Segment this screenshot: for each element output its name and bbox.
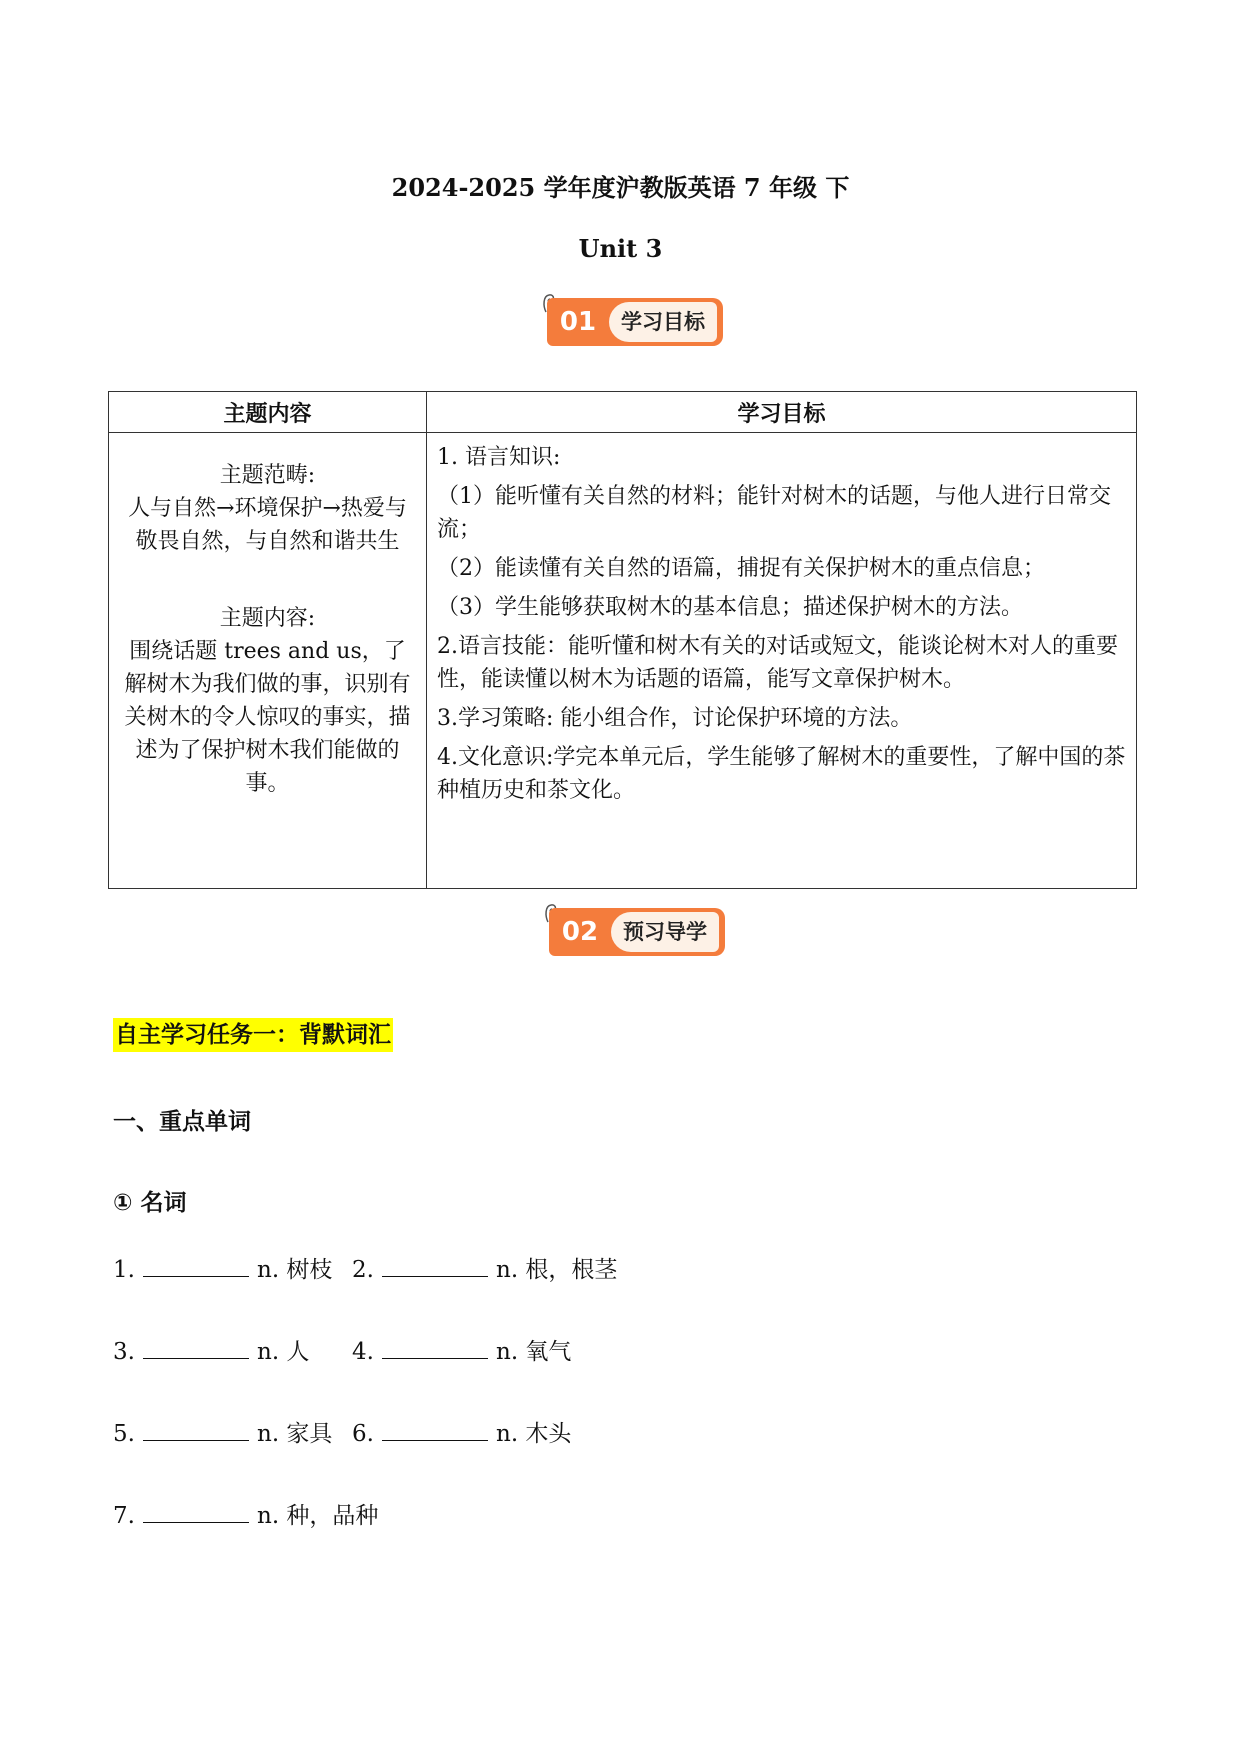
answer-blank[interactable]: [143, 1254, 249, 1277]
topic-cell: [109, 433, 427, 889]
topic-category: [123, 459, 412, 558]
goal-item: 2.语言技能：能听懂和树木有关的对话或短文，能谈论树木对人的重要性，能读懂以树木为话题的语篇，能写文章保护树木。: [437, 634, 1118, 692]
topic-category-text: 人与自然→环境保护→热爱与敬畏自然，与自然和谐共生: [128, 496, 407, 554]
topic-content-text: 围绕话题 trees and us，了解树木为我们做的事，识别有关树木的令人惊叹的事实，描述为了保护树木我们能做的事。: [124, 639, 411, 796]
answer-blank[interactable]: [382, 1336, 488, 1359]
learning-goals-table: [108, 391, 1137, 889]
vocab-item: [113, 1418, 332, 1449]
vocab-number: 1.: [113, 1257, 135, 1283]
vocab-number: 4.: [352, 1339, 374, 1365]
vocab-number: 7.: [113, 1503, 135, 1529]
vocab-meaning: n. 氧气: [496, 1339, 572, 1365]
answer-blank[interactable]: [382, 1418, 488, 1441]
badge-number: 02: [561, 917, 599, 947]
section-badge-learning-goals: [541, 292, 729, 348]
goal-item: （2）能读懂有关自然的语篇，捕捉有关保护树木的重点信息；: [437, 556, 1045, 581]
goal-item: 4.文化意识:学完本单元后，学生能够了解树木的重要性，了解中国的茶种植历史和茶文化。: [437, 745, 1126, 803]
vocab-number: 3.: [113, 1339, 135, 1365]
vocab-meaning: n. 木头: [496, 1421, 572, 1447]
unit-title: Unit 3: [578, 234, 663, 263]
answer-blank[interactable]: [382, 1254, 488, 1277]
vocab-meaning: n. 种，品种: [257, 1503, 379, 1529]
goals-cell: [427, 433, 1137, 889]
vocab-number: 6.: [352, 1421, 374, 1447]
vocab-meaning: n. 家具: [257, 1421, 333, 1447]
vocab-meaning: n. 树枝: [257, 1257, 333, 1283]
subsection-heading: ① 名词: [113, 1190, 187, 1216]
table-header-row: [109, 392, 1137, 433]
badge-number: 01: [559, 307, 597, 337]
badge-label: 学习目标: [609, 302, 717, 342]
section-heading: 一、重点单词: [113, 1109, 251, 1135]
topic-category-label: 主题范畴:: [219, 463, 316, 488]
answer-blank[interactable]: [143, 1500, 249, 1523]
section-badge-preview: [543, 902, 731, 958]
vocab-item: [352, 1418, 571, 1449]
task-heading: 自主学习任务一：背默词汇: [113, 1018, 393, 1052]
vocab-item: [352, 1254, 617, 1285]
goal-item: 3.学习策略: 能小组合作，讨论保护环境的方法。: [437, 706, 913, 731]
answer-blank[interactable]: [143, 1336, 249, 1359]
topic-content: [123, 602, 412, 800]
vocab-item: [113, 1254, 332, 1285]
goal-item: 1. 语言知识:: [437, 445, 561, 470]
goal-item: （3）学生能够获取树木的基本信息；描述保护树木的方法。: [437, 595, 1023, 620]
vocab-meaning: n. 人: [257, 1339, 310, 1365]
badge-label: 预习导学: [611, 912, 719, 952]
table-row: [109, 433, 1137, 889]
vocab-item: [352, 1336, 571, 1367]
table-header-goals: 学习目标: [427, 392, 1137, 433]
document-title: 2024-2025 学年度沪教版英语 7 年级 下: [391, 173, 850, 202]
vocab-meaning: n. 根，根茎: [496, 1257, 618, 1283]
vocab-item: [113, 1500, 378, 1531]
table-header-topic: 主题内容: [109, 392, 427, 433]
answer-blank[interactable]: [143, 1418, 249, 1441]
topic-content-label: 主题内容:: [219, 606, 316, 631]
goal-item: （1）能听懂有关自然的材料；能针对树木的话题，与他人进行日常交流；: [437, 484, 1111, 542]
vocab-number: 5.: [113, 1421, 135, 1447]
vocab-number: 2.: [352, 1257, 374, 1283]
vocab-item: [113, 1336, 309, 1367]
